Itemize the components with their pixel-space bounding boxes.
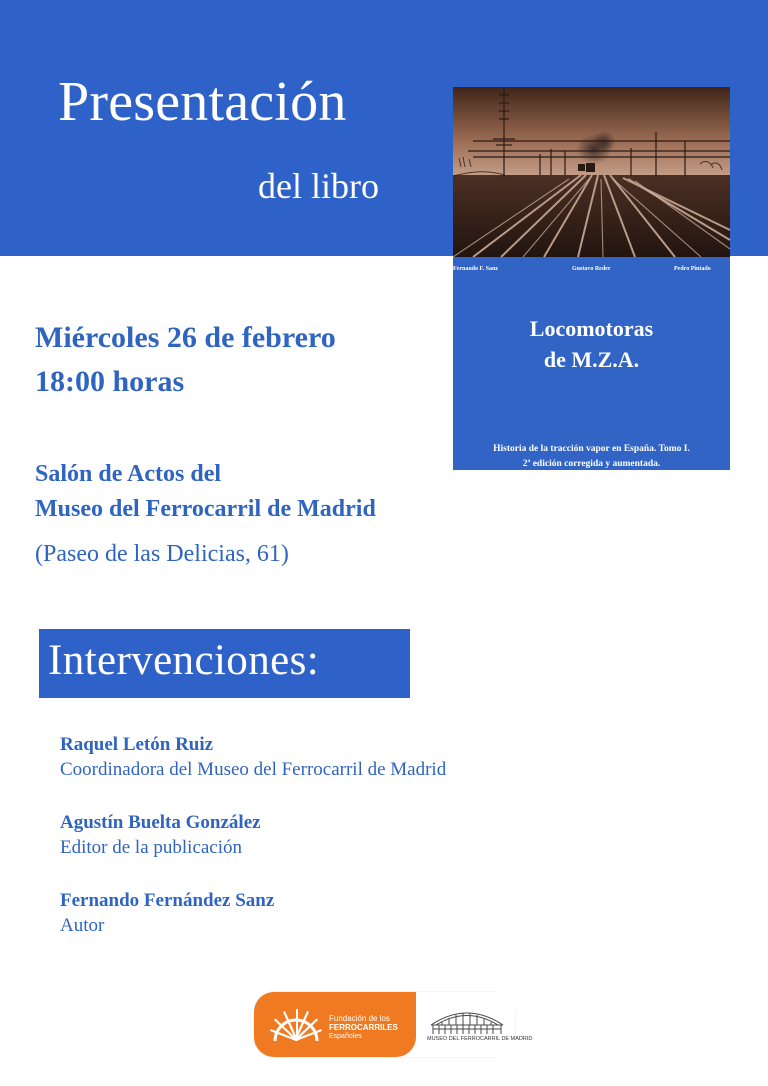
book-title: [453, 313, 730, 375]
footer-logos: [254, 992, 533, 1057]
book-title-line-1: Locomotoras: [529, 316, 654, 341]
museum-text: MUSEO DEL FERROCARRIL DE MADRID: [427, 1036, 533, 1042]
fundacion-text-line-1: Fundación de los: [329, 1014, 390, 1023]
page-title: Presentación: [58, 71, 347, 133]
speaker-name: Agustín Buelta González: [60, 812, 261, 833]
event-time: 18:00 horas: [35, 365, 185, 398]
venue-line-1: Salón de Actos del: [35, 461, 222, 487]
book-subtitle-line-2: 2ª edición corregida y aumentada.: [522, 459, 661, 469]
speaker-item: [60, 733, 680, 783]
book-title-line-2: de M.Z.A.: [543, 347, 640, 372]
author-1: Fernando F. Sanz: [453, 266, 498, 272]
venue-address: (Paseo de las Delicias, 61): [35, 541, 289, 567]
page-subtitle: del libro: [258, 166, 379, 206]
museum-logo: [416, 992, 533, 1057]
speakers-heading: Intervenciones:: [48, 637, 320, 684]
venue-line-2: Museo del Ferrocarril de Madrid: [35, 496, 376, 522]
fundacion-logo: [254, 992, 416, 1057]
fundacion-text-line-3: Españoles: [329, 1033, 362, 1040]
speaker-role: Autor: [60, 915, 105, 936]
book-cover: [453, 87, 730, 470]
event-date: Miércoles 26 de febrero: [35, 321, 336, 354]
author-3: Pedro Pintado: [674, 266, 711, 272]
sunburst-logo-icon: [267, 1000, 325, 1048]
fundacion-text-line-2: FERROCARRILES: [329, 1023, 398, 1032]
author-2: Gustavo Reder: [572, 266, 611, 272]
speaker-item: [60, 889, 680, 939]
book-subtitle-line-1: Historia de la tracción vapor en España. Tomo I.: [493, 444, 690, 454]
speaker-name: Raquel Letón Ruiz: [60, 734, 214, 755]
speaker-name: Fernando Fernández Sanz: [60, 890, 275, 911]
speaker-item: [60, 811, 680, 861]
book-authors: [453, 266, 730, 278]
speaker-role: Editor de la publicación: [60, 837, 243, 858]
speaker-role: Coordinadora del Museo del Ferrocarril de Madrid: [60, 759, 447, 780]
book-subtitle: [467, 442, 716, 472]
station-building-icon: [428, 1002, 506, 1036]
railway-tracks-photo: [453, 87, 730, 257]
speakers-heading-box: [39, 629, 410, 698]
